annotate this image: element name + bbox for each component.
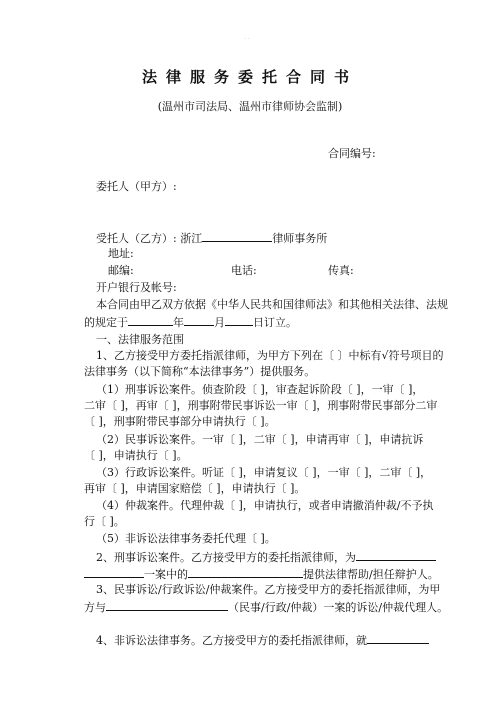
clause-4-blank: [367, 632, 429, 644]
clause-1-line-2: 法律事务（以下简称“本法律事务”）提供服务。: [84, 365, 316, 378]
intro-line-1: 本合同由甲乙双方依据《中华人民共和国律师法》和其他相关法律、法规: [96, 298, 448, 311]
contract-number-label: 合同编号:: [328, 147, 376, 160]
item-1-line-2: 二审〔 ]，再审〔 ]，刑事附带民事诉讼一审〔 ]，刑事附带民事部分二审: [84, 399, 438, 412]
document-subtitle: (温州市司法局、温州市律师协会监制): [157, 100, 343, 113]
clause-3-prefix: 方与: [84, 601, 106, 614]
clause-4-line-1: [96, 632, 429, 648]
day-suffix: 日订立。: [253, 316, 297, 329]
document-title: 法律服务委托合同书: [141, 68, 358, 86]
phone-label: 电话:: [231, 264, 257, 277]
party-b-line: [96, 230, 327, 246]
clause-2-mid: 一案中的: [144, 568, 188, 581]
clause-2-end: 提供法律帮助/担任辩护人。: [303, 568, 439, 581]
item-5: （5）非诉讼法律事务委托代理〔 ]。: [96, 532, 276, 545]
intro-prefix: 的规定于: [84, 316, 128, 329]
year-label: 年: [173, 316, 184, 329]
item-3-line-2: 再审〔 ]，申请国家赔偿〔 ]，申请执行〔 ]。: [84, 482, 306, 495]
clause-1-line-1: 1、乙方接受甲方委托指派律师，为甲方下列在〔 〕中标有√符号项目的: [96, 349, 444, 362]
clause-2-text: 2、刑事诉讼案件。乙方接受甲方的委托指派律师，为: [96, 551, 356, 564]
clause-3-line-2: [84, 599, 448, 615]
party-b-suffix: 律师事务所: [272, 232, 328, 245]
party-a-label: 委托人（甲方）:: [96, 180, 177, 193]
clause-2-blank-3: [188, 566, 303, 578]
fax-label: 传真:: [328, 264, 354, 277]
item-4-line-1: （4）仲裁案件。代理仲裁〔 ]，申请执行，或者申请撤消仲裁/不予执: [96, 499, 434, 512]
item-4-line-2: 行〔 ]。: [84, 515, 125, 528]
clause-2-line-1: [96, 549, 436, 565]
item-1-line-1: （1）刑事诉讼案件。侦查阶段〔 ]，审查起诉阶段〔 ]，一审〔 ]，: [96, 383, 424, 396]
month-label: 月: [214, 316, 225, 329]
bank-account-label: 开户银行及帐号:: [96, 281, 177, 294]
section-1-title: 一、法律服务范围: [96, 333, 184, 346]
intro-line-2: [84, 314, 297, 330]
clause-2-blank-2: [84, 566, 144, 578]
item-3-line-1: （3）行政诉讼案件。听证〔 ]，申请复议〔 ]，一审〔 ]，二审〔 ]，: [96, 466, 432, 479]
item-2-line-1: （2）民事诉讼案件。一审〔 ]，二审〔 ]，申请再审〔 ]，申请抗诉: [96, 433, 424, 446]
year-blank: [128, 314, 173, 326]
header-mark: · ·: [244, 36, 250, 43]
clause-3-blank: [106, 599, 228, 611]
clause-3-end: （民事/行政/仲裁）一案的诉讼/仲裁代理人。: [228, 601, 449, 614]
party-b-label: 受托人（乙方）: 浙江: [96, 232, 203, 245]
address-label: 地址:: [108, 247, 134, 260]
clause-3-line-1: 3、民事诉讼/行政诉讼/仲裁案件。乙方接受甲方的委托指派律师，为甲: [96, 583, 441, 596]
month-blank: [184, 314, 214, 326]
day-blank: [225, 314, 253, 326]
clause-2-line-2: [84, 566, 439, 582]
item-1-line-3: 〔 ]，刑事附带民事部分申请执行〔 ]。: [84, 415, 276, 428]
party-b-blank: [202, 230, 272, 242]
item-2-line-2: 〔 ]，申请执行〔 ]。: [84, 449, 188, 462]
clause-4-text: 4、非诉讼法律事务。乙方接受甲方的委托指派律师，就: [96, 634, 367, 647]
clause-2-blank-1: [356, 549, 436, 561]
postcode-label: 邮编:: [108, 264, 134, 277]
